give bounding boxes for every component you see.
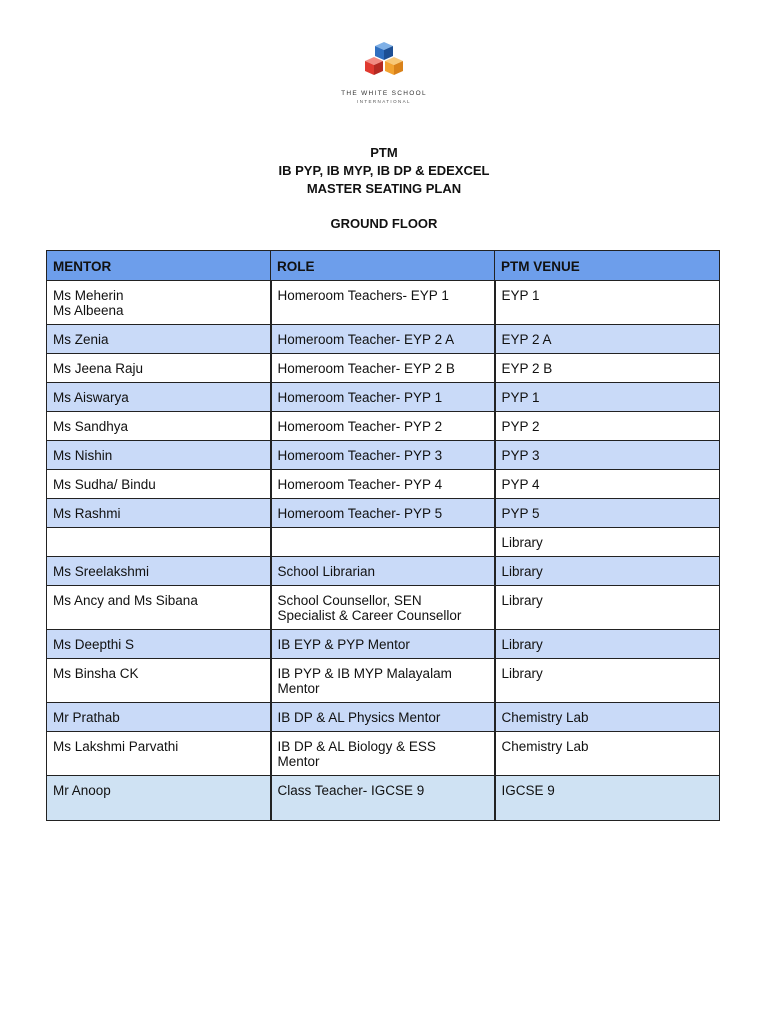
venue-cell: Library bbox=[495, 586, 720, 630]
venue-cell: EYP 1 bbox=[495, 281, 720, 325]
role-cell: Class Teacher- IGCSE 9 bbox=[271, 776, 495, 821]
venue-cell: PYP 4 bbox=[495, 470, 720, 499]
mentor-cell: Ms Jeena Raju bbox=[47, 354, 271, 383]
table-row bbox=[47, 412, 720, 441]
mentor-cell: Ms Aiswarya bbox=[47, 383, 271, 412]
role-cell: School Librarian bbox=[271, 557, 495, 586]
table-row bbox=[47, 499, 720, 528]
mentor-cell: Ms Nishin bbox=[47, 441, 271, 470]
venue-cell: IGCSE 9 bbox=[495, 776, 720, 821]
logo-name: THE WHITE SCHOOL bbox=[341, 90, 427, 97]
mentor-cell: Ms Sandhya bbox=[47, 412, 271, 441]
role-cell: IB DP & AL Physics Mentor bbox=[271, 703, 495, 732]
mentor-name: Ms Meherin bbox=[53, 288, 124, 303]
header-programmes: IB PYP, IB MYP, IB DP & EDEXCEL bbox=[278, 163, 490, 178]
document-header bbox=[0, 144, 768, 233]
role-cell: Homeroom Teacher- PYP 4 bbox=[271, 470, 495, 499]
venue-cell: Library bbox=[495, 659, 720, 703]
role-cell: Homeroom Teachers- EYP 1 bbox=[271, 281, 495, 325]
cubes-logo-icon bbox=[362, 40, 406, 80]
mentor-cell bbox=[47, 528, 271, 557]
venue-cell: Chemistry Lab bbox=[495, 732, 720, 776]
table-row bbox=[47, 470, 720, 499]
table-row bbox=[47, 383, 720, 412]
role-line: Mentor bbox=[277, 754, 320, 769]
column-header-role: ROLE bbox=[271, 251, 495, 281]
seating-plan-table bbox=[46, 250, 720, 821]
role-line: Specialist & Career Counsellor bbox=[277, 608, 462, 623]
school-logo bbox=[318, 40, 450, 112]
column-header-mentor: MENTOR bbox=[47, 251, 271, 281]
mentor-cell: Ms Lakshmi Parvathi bbox=[47, 732, 271, 776]
table-row bbox=[47, 557, 720, 586]
mentor-cell: Mr Prathab bbox=[47, 703, 271, 732]
mentor-cell: Ms Rashmi bbox=[47, 499, 271, 528]
role-cell: Homeroom Teacher- PYP 5 bbox=[271, 499, 495, 528]
mentor-cell: Mr Anoop bbox=[47, 776, 271, 821]
table-row bbox=[47, 776, 720, 821]
role-cell bbox=[271, 659, 495, 703]
role-line: IB PYP & IB MYP Malayalam bbox=[277, 666, 452, 681]
role-line: School Counsellor, SEN bbox=[277, 593, 422, 608]
venue-cell: Library bbox=[495, 630, 720, 659]
mentor-cell bbox=[47, 281, 271, 325]
mentor-cell: Ms Deepthi S bbox=[47, 630, 271, 659]
venue-cell: Library bbox=[495, 557, 720, 586]
role-cell: Homeroom Teacher- PYP 1 bbox=[271, 383, 495, 412]
venue-cell: PYP 1 bbox=[495, 383, 720, 412]
header-ptm: PTM bbox=[370, 145, 398, 160]
mentor-cell: Ms Zenia bbox=[47, 325, 271, 354]
table-row bbox=[47, 441, 720, 470]
table-row bbox=[47, 528, 720, 557]
table-row bbox=[47, 325, 720, 354]
mentor-cell: Ms Binsha CK bbox=[47, 659, 271, 703]
venue-cell: EYP 2 B bbox=[495, 354, 720, 383]
table-header-row bbox=[47, 251, 720, 281]
venue-cell: PYP 3 bbox=[495, 441, 720, 470]
venue-cell: PYP 5 bbox=[495, 499, 720, 528]
table-row bbox=[47, 703, 720, 732]
table-row bbox=[47, 630, 720, 659]
table-row bbox=[47, 586, 720, 630]
mentor-cell: Ms Ancy and Ms Sibana bbox=[47, 586, 271, 630]
role-cell bbox=[271, 528, 495, 557]
role-cell: Homeroom Teacher- PYP 3 bbox=[271, 441, 495, 470]
table-row bbox=[47, 732, 720, 776]
role-cell: IB EYP & PYP Mentor bbox=[271, 630, 495, 659]
table-row bbox=[47, 659, 720, 703]
header-floor: GROUND FLOOR bbox=[330, 216, 438, 231]
logo-subtitle: INTERNATIONAL bbox=[357, 99, 411, 104]
table-row bbox=[47, 281, 720, 325]
role-cell: Homeroom Teacher- EYP 2 A bbox=[271, 325, 495, 354]
role-cell bbox=[271, 586, 495, 630]
mentor-cell: Ms Sudha/ Bindu bbox=[47, 470, 271, 499]
role-cell: Homeroom Teacher- EYP 2 B bbox=[271, 354, 495, 383]
venue-cell: PYP 2 bbox=[495, 412, 720, 441]
header-plan-title: MASTER SEATING PLAN bbox=[306, 181, 462, 196]
mentor-name: Ms Albeena bbox=[53, 303, 124, 318]
venue-cell: Library bbox=[495, 528, 720, 557]
column-header-venue: PTM VENUE bbox=[495, 251, 720, 281]
role-cell: Homeroom Teacher- PYP 2 bbox=[271, 412, 495, 441]
venue-cell: EYP 2 A bbox=[495, 325, 720, 354]
mentor-cell: Ms Sreelakshmi bbox=[47, 557, 271, 586]
role-line: Mentor bbox=[277, 681, 320, 696]
venue-cell: Chemistry Lab bbox=[495, 703, 720, 732]
role-cell bbox=[271, 732, 495, 776]
table-row bbox=[47, 354, 720, 383]
role-line: IB DP & AL Biology & ESS bbox=[277, 739, 436, 754]
